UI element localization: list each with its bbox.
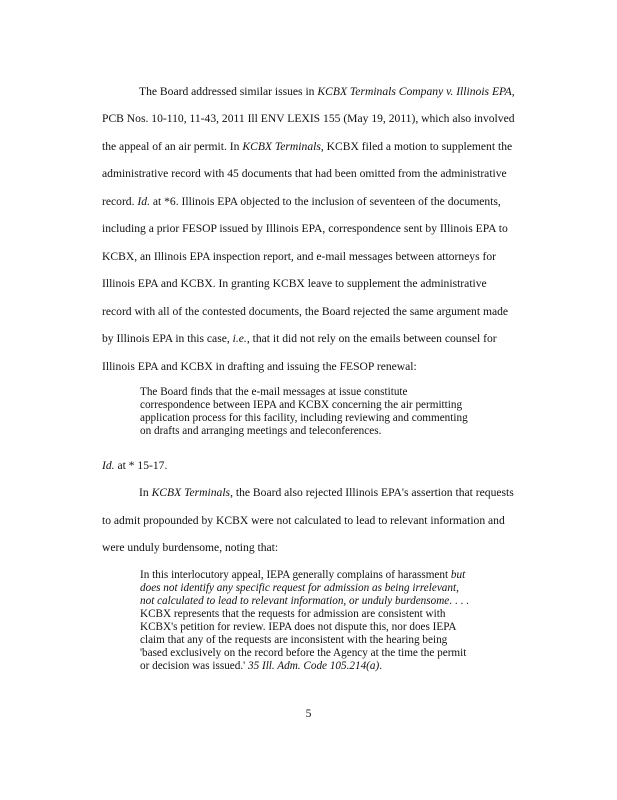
text-run: by Illinois EPA in this case, — [102, 332, 233, 345]
text-run: or decision was issued.' — [140, 660, 248, 672]
text-run: , — [511, 85, 515, 98]
text-run: the appeal of an air permit. In — [102, 140, 243, 153]
italic-run: not calculated to lead to relevant information, or unduly burdensome — [140, 595, 450, 607]
text-run: PCB Nos. 10-110, 11-43, 2011 Ill ENV LEXIS 155 (May 19, 2011), which also involved — [102, 112, 515, 125]
quote-line — [140, 386, 408, 400]
text-run: were unduly burdensome, noting that: — [102, 541, 279, 554]
text-run: In — [139, 486, 152, 499]
italic-run: 35 Ill. Adm. Code 105.214(a) — [247, 660, 380, 672]
text-run: application process for this facility, including reviewing and commenting — [140, 412, 468, 424]
text-line — [102, 250, 496, 264]
italic-run: does not identify any specific request for admission as being irrelevant, — [140, 582, 459, 594]
quote-line — [140, 582, 459, 596]
text-line — [102, 140, 512, 154]
text-run: Illinois EPA and KCBX. In granting KCBX leave to supplement the administrative — [102, 277, 487, 290]
text-run: at *6. Illinois EPA objected to the inclusion of seventeen of the documents, — [149, 195, 501, 208]
text-line — [102, 195, 501, 209]
text-run: The Board finds that the e-mail messages at issue constitute — [140, 386, 408, 398]
text-run: record with all of the contested documents, the Board rejected the same argument made — [102, 305, 509, 318]
quote-line — [140, 634, 447, 648]
page-number: 5 — [305, 707, 312, 720]
italic-run: i.e. — [232, 332, 247, 345]
quote-line — [140, 569, 465, 583]
quote-line — [140, 412, 468, 426]
quote-line — [140, 425, 381, 439]
text-line — [102, 514, 505, 528]
text-line — [102, 360, 417, 374]
text-line — [139, 85, 515, 99]
text-line — [102, 277, 487, 291]
text-run: KCBX's petition for review. IEPA does not dispute this, nor does IEPA — [140, 621, 457, 633]
text-line — [102, 541, 278, 555]
citation — [102, 459, 167, 473]
italic-run: Id. — [137, 195, 150, 208]
text-run: In this interlocutory appeal, IEPA generally complains of harassment — [140, 569, 451, 581]
text-run: administrative record with 45 documents that had been omitted from the administrative — [102, 167, 507, 180]
text-run: 'based exclusively on the record before the Agency at the time the permit — [140, 647, 467, 659]
italic-run: Id. — [102, 459, 115, 472]
italic-run: KCBX Terminals — [242, 140, 321, 153]
quote-line — [140, 399, 462, 413]
text-run: Illinois EPA and KCBX in drafting and issuing the FESOP renewal: — [102, 360, 417, 373]
text-run: to admit propounded by KCBX were not calculated to lead to relevant information and — [102, 514, 505, 527]
text-run: on drafts and arranging meetings and teleconferences. — [140, 425, 382, 437]
quote-line — [140, 647, 466, 661]
italic-run: KCBX Terminals — [151, 486, 231, 499]
text-line — [102, 222, 508, 236]
quote-line — [140, 608, 445, 622]
text-run: , the Board also rejected Illinois EPA's assertion that requests — [230, 486, 514, 499]
text-run: at * 15-17. — [114, 459, 168, 472]
text-run: KCBX, an Illinois EPA inspection report, and e-mail messages between attorneys for — [102, 250, 496, 263]
text-run: claim that any of the requests are inconsistent with the hearing being — [140, 634, 448, 646]
text-run: correspondence between IEPA and KCBX concerning the air permitting — [140, 399, 463, 411]
text-run: , KCBX filed a motion to supplement the — [320, 140, 513, 153]
text-run: including a prior FESOP issued by Illinois EPA, correspondence sent by Illinois EPA to — [102, 222, 508, 235]
quote-line — [140, 595, 469, 609]
text-run: , that it did not rely on the emails between counsel for — [246, 332, 497, 345]
text-line — [139, 486, 514, 500]
text-run: . . . . — [449, 595, 469, 607]
text-line — [102, 305, 508, 319]
text-line — [102, 332, 497, 346]
text-run: The Board addressed similar issues in — [139, 85, 318, 98]
quote-line — [140, 621, 457, 635]
italic-run: but — [450, 569, 466, 581]
quote-line — [140, 660, 382, 674]
italic-run: KCBX Terminals Company v. Illinois EPA — [317, 85, 512, 98]
text-run: . — [379, 660, 383, 672]
text-line — [102, 112, 515, 126]
text-run: record. — [102, 195, 138, 208]
text-run: KCBX represents that the requests for admission are consistent with — [140, 608, 446, 620]
text-line — [102, 167, 507, 181]
